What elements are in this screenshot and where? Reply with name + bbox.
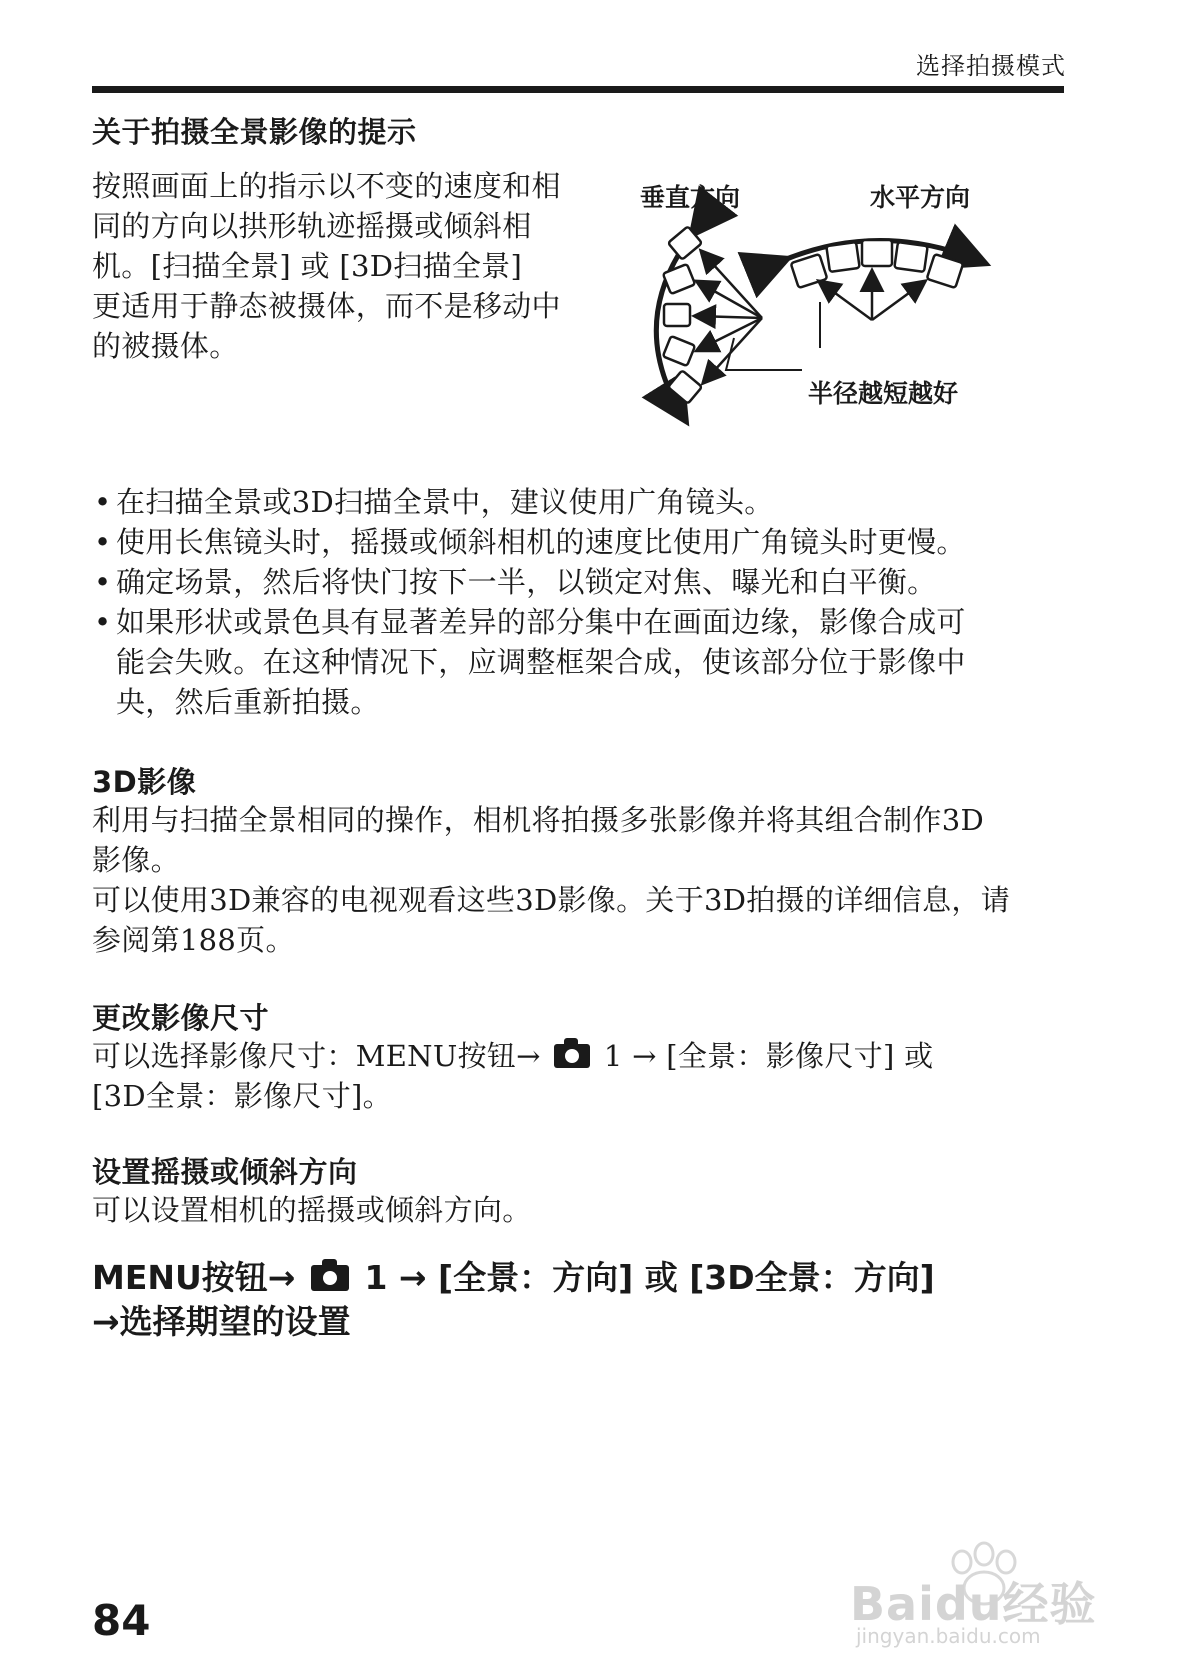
baidu-watermark [842,1532,1122,1652]
camera-icon [668,226,702,260]
intro-line: 同的方向以拱形轨迹摇摄或倾斜相 [92,209,532,243]
vertical-ray-arrows [696,252,762,382]
header-rule [92,86,1064,93]
section-title-direction: 设置摇摄或倾斜方向 [92,1155,358,1189]
camera-menu-icon [311,1265,349,1291]
intro-line: 按照画面上的指示以不变的速度和相 [92,169,561,203]
diagram-graphic [632,170,1072,440]
intro-line: 机。[扫描全景] 或 [3D扫描全景] [92,249,523,283]
menu-tab-number: 1 [364,1258,388,1297]
watermark-url: jingyan.baidu.com [856,1624,1041,1648]
vertical-direction-label: 垂直方向 [640,183,741,212]
tips-bullet-list [92,482,1092,722]
camera-icon [663,336,695,366]
menu-tab-number: 1 [603,1039,623,1073]
intro-line: 的被摄体。 [92,329,239,363]
list-item: • 在扫描全景或3D扫描全景中，建议使用广角镜头。 [92,482,1092,522]
section-title-size: 更改影像尺寸 [92,1001,270,1035]
menu-path-instruction: MENU按钮→ 1 → [全景：方向] 或 [3D全景：方向] →选择期望的设置 [92,1258,935,1341]
intro-line: 更适用于静态被摄体，而不是移动中 [92,289,561,323]
watermark-brand: Baidu经验 [850,1577,1097,1631]
running-header: 选择拍摄模式 [916,52,1066,80]
section-body-size: 可以选择影像尺寸：MENU按钮→ 1 → [全景：影像尺寸] 或 [3D全景：影像尺寸]。 [92,1039,934,1113]
section-body-direction: 可以设置相机的摇摄或倾斜方向。 [92,1193,532,1227]
camera-icon [664,304,690,326]
list-item: • 如果形状或景色具有显著差异的部分集中在画面边缘，影像合成可 能会失败。在这种情况下，应调整框架合成，使该部分位于影像中 央，然后重新拍摄。 [92,602,1092,722]
camera-menu-icon [554,1044,590,1068]
page-number: 84 [92,1596,151,1645]
list-item: • 确定场景，然后将快门按下一半，以锁定对焦、曝光和白平衡。 [92,562,1092,602]
section-body-3d: 利用与扫描全景相同的操作，相机将拍摄多张影像并将其组合制作3D 影像。 可以使用3D兼容的电视观看这些3D影像。关于3D拍摄的详细信息，请 参阅第188页。 [92,803,1011,957]
radius-leader-line [726,338,802,370]
tips-title: 关于拍摄全景影像的提示 [92,115,417,149]
camera-icon [927,254,964,288]
section-title-3d: 3D影像 [92,765,197,799]
horizontal-ray-arrows [820,272,924,320]
horizontal-direction-label: 水平方向 [870,183,971,212]
camera-icon [663,264,695,294]
list-item: • 使用长焦镜头时，摇摄或倾斜相机的速度比使用广角镜头时更慢。 [92,522,1092,562]
panorama-direction-diagram [632,170,1072,440]
radius-note-label: 半径越短越好 [808,379,959,408]
camera-icon [862,240,892,266]
camera-icon [826,242,859,272]
camera-icon [894,242,927,272]
tips-intro [92,166,612,366]
